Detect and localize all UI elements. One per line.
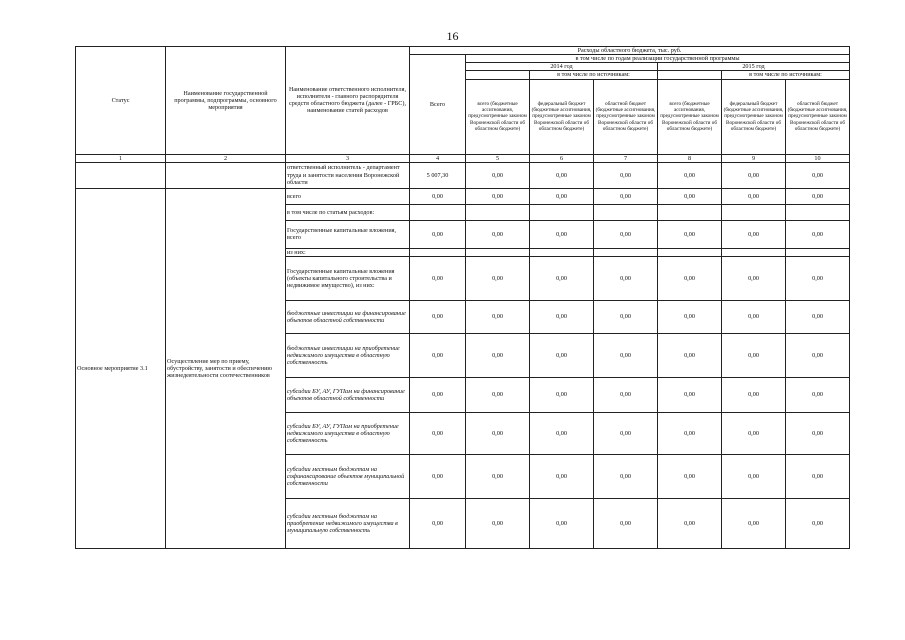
- measure-cell: Осуществление мер по приему, обустройству, занятости и обеспечению жизнедеятельности соотечественников: [166, 188, 286, 548]
- row-label: из них:: [286, 248, 410, 256]
- column-number: 4: [410, 154, 466, 162]
- table-row: [76, 162, 850, 188]
- cell-value: 0,00: [658, 498, 722, 548]
- header-year-2014: 2014 год: [466, 63, 658, 71]
- row-label: субсидии БУ, АУ, ГУПам на финансирование объектов областной собственности: [286, 377, 410, 412]
- cell-value: 0,00: [530, 220, 594, 248]
- page-number: 16: [446, 29, 459, 43]
- cell-value: 0,00: [722, 412, 786, 454]
- cell-value: 0,00: [530, 256, 594, 300]
- status-cell: Основное мероприятие 3.1: [76, 188, 166, 548]
- column-number: 1: [76, 154, 166, 162]
- row-label: субсидии БУ, АУ, ГУПам на приобретение недвижимого имущества в областную собственность: [286, 412, 410, 454]
- cell-value: 0,00: [786, 412, 850, 454]
- cell-value: 0,00: [594, 454, 658, 498]
- cell-value: 0,00: [530, 162, 594, 188]
- cell-value: 0,00: [658, 300, 722, 333]
- cell-value: 0,00: [722, 220, 786, 248]
- cell-value: 0,00: [594, 377, 658, 412]
- header-year-2015: 2015 год: [658, 63, 850, 71]
- row-label: Государственные капитальные вложения (объекты капитального строительства и недвижимое имущество), из них:: [286, 256, 410, 300]
- cell-value: 0,00: [410, 498, 466, 548]
- header-total: Всего: [410, 55, 466, 154]
- header-expenses: Расходы областного бюджета, тыс. руб.: [410, 47, 850, 55]
- cell-value: 0,00: [466, 256, 530, 300]
- cell-value: 0,00: [410, 454, 466, 498]
- cell-value: 0,00: [530, 412, 594, 454]
- cell-value: 0,00: [594, 412, 658, 454]
- cell-value: 0,00: [410, 188, 466, 204]
- header-2014-regional: областной бюджет (бюджетные ассигнования, предусмотренные законом Воронежской области об областном бюджете): [594, 79, 658, 154]
- cell-value: 0,00: [410, 333, 466, 377]
- column-number: 10: [786, 154, 850, 162]
- cell-value: 0,00: [658, 377, 722, 412]
- cell-value: 0,00: [530, 188, 594, 204]
- header-by-sources-2014: в том числе по источникам:: [530, 71, 658, 79]
- budget-table: [75, 46, 850, 549]
- header-2014-federal: федеральный бюджет (бюджетные ассигнования, предусмотренные законом Воронежской области об областном бюджете): [530, 79, 594, 154]
- cell-value: 0,00: [466, 498, 530, 548]
- header-program-name: Наименование государственной программы, подпрограммы, основного мероприятия: [166, 47, 286, 155]
- cell-value: 0,00: [722, 454, 786, 498]
- row-label: бюджетные инвестиции на приобретение недвижимого имущества в областную собственность: [286, 333, 410, 377]
- cell-value: 0,00: [410, 300, 466, 333]
- cell-value: 0,00: [786, 162, 850, 188]
- cell-value: 0,00: [722, 498, 786, 548]
- cell-value: 0,00: [786, 300, 850, 333]
- cell-value: 0,00: [658, 454, 722, 498]
- row-label: бюджетные инвестиции на финансирование объектов областной собственности: [286, 300, 410, 333]
- cell-value: 0,00: [466, 377, 530, 412]
- header-2015-federal: федеральный бюджет (бюджетные ассигнования, предусмотренные законом Воронежской области об областном бюджете): [722, 79, 786, 154]
- column-numbers-row: [76, 154, 850, 162]
- cell-value: 0,00: [530, 333, 594, 377]
- cell-value: 0,00: [466, 188, 530, 204]
- header-status: Статус: [76, 47, 166, 155]
- header-by-sources-2015: в том числе по источникам:: [722, 71, 850, 79]
- table-row: [76, 188, 850, 204]
- cell-value: 0,00: [594, 256, 658, 300]
- cell-value: 0,00: [658, 220, 722, 248]
- column-number: 2: [166, 154, 286, 162]
- row-label: Государственные капитальные вложения, всего: [286, 220, 410, 248]
- cell-value: 0,00: [722, 377, 786, 412]
- cell-value: 0,00: [530, 300, 594, 333]
- cell-value: 0,00: [786, 256, 850, 300]
- cell-value: 0,00: [466, 162, 530, 188]
- cell-value: 0,00: [594, 188, 658, 204]
- header-2015-all: всего (бюджетные ассигнования, предусмотренные законом Воронежской области об областном бюджете): [658, 79, 722, 154]
- header-executor: Наименование ответственного исполнителя, исполнителя - главного распорядителя средств областного бюджета (далее - ГРБС), наименование статей расходов: [286, 47, 410, 155]
- cell-value: 0,00: [722, 162, 786, 188]
- cell-value: 0,00: [786, 454, 850, 498]
- cell-value: 0,00: [658, 412, 722, 454]
- cell-value: 0,00: [410, 377, 466, 412]
- cell-value: 0,00: [594, 300, 658, 333]
- cell-value: 0,00: [658, 333, 722, 377]
- cell-value: 0,00: [722, 333, 786, 377]
- cell-value: 0,00: [410, 412, 466, 454]
- cell-value: 0,00: [530, 454, 594, 498]
- column-number: 9: [722, 154, 786, 162]
- cell-value: 0,00: [466, 454, 530, 498]
- cell-value: 0,00: [786, 377, 850, 412]
- cell-value: 0,00: [658, 188, 722, 204]
- cell-value: 0,00: [786, 188, 850, 204]
- cell-value: 0,00: [722, 256, 786, 300]
- row-label: субсидии местным бюджетам на софинансирование объектов муниципальной собственности: [286, 454, 410, 498]
- cell-value: 0,00: [466, 220, 530, 248]
- cell-value: 0,00: [410, 220, 466, 248]
- cell-value: 0,00: [594, 333, 658, 377]
- cell-value: 0,00: [658, 162, 722, 188]
- cell-value: 5 007,30: [410, 162, 466, 188]
- column-number: 8: [658, 154, 722, 162]
- header-2014-all: всего (бюджетные ассигнования, предусмотренные законом Воронежской области об областном бюджете): [466, 79, 530, 154]
- cell-value: 0,00: [530, 377, 594, 412]
- cell-value: 0,00: [466, 412, 530, 454]
- row-label: ответственный исполнитель - департамент труда и занятости населения Воронежской области: [286, 162, 410, 188]
- cell-value: 0,00: [786, 220, 850, 248]
- row-label: в том числе по статьям расходов:: [286, 204, 410, 220]
- cell-value: 0,00: [410, 256, 466, 300]
- cell-value: 0,00: [786, 333, 850, 377]
- column-number: 5: [466, 154, 530, 162]
- cell-value: 0,00: [722, 300, 786, 333]
- column-number: 6: [530, 154, 594, 162]
- header-by-years: в том числе по годам реализации государственной программы: [466, 55, 850, 63]
- cell-value: 0,00: [466, 300, 530, 333]
- cell-value: 0,00: [594, 220, 658, 248]
- header-2015-regional: областной бюджет (бюджетные ассигнования, предусмотренные законом Воронежской области об областном бюджете): [786, 79, 850, 154]
- cell-value: 0,00: [722, 188, 786, 204]
- cell-value: 0,00: [786, 498, 850, 548]
- column-number: 7: [594, 154, 658, 162]
- column-number: 3: [286, 154, 410, 162]
- row-label: субсидии местным бюджетам на приобретение недвижимого имущества в муниципальную собственность: [286, 498, 410, 548]
- header-row-1: [76, 47, 850, 55]
- cell-value: 0,00: [594, 162, 658, 188]
- row-label: всего: [286, 188, 410, 204]
- cell-value: 0,00: [530, 498, 594, 548]
- cell-value: 0,00: [466, 333, 530, 377]
- cell-value: 0,00: [594, 498, 658, 548]
- cell-value: 0,00: [658, 256, 722, 300]
